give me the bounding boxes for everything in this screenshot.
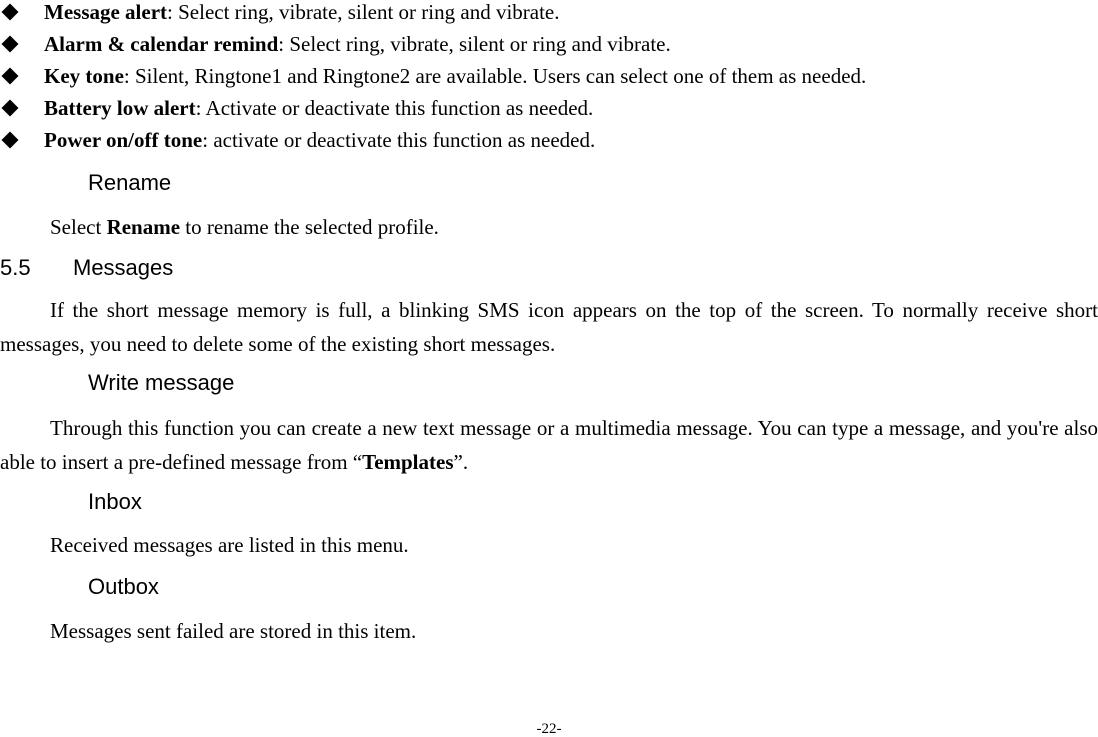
write-message-heading: Write message xyxy=(88,370,235,395)
diamond-bullet-icon xyxy=(2,36,19,53)
bullet-description: : Silent, Ringtone1 and Ringtone2 are available. Users can select one of them as needed. xyxy=(123,64,867,88)
write-message-paragraph: Through this function you can create a new text message or a multimedia message. You can type a message, and you're also able to insert a pre-defined message from “Templates”. xyxy=(0,416,1098,474)
bullet-term: Message alert xyxy=(44,0,168,24)
bullet-description: : Select ring, vibrate, silent or ring and vibrate. xyxy=(278,32,671,56)
diamond-bullet-icon xyxy=(2,132,19,149)
diamond-bullet-icon xyxy=(2,4,19,21)
bullet-term: Key tone xyxy=(44,64,124,88)
diamond-bullet-icon xyxy=(2,68,19,85)
section-heading xyxy=(0,253,173,283)
bullet-description: : activate or deactivate this function as needed. xyxy=(202,128,596,152)
bullet-item-power-tone xyxy=(0,124,1098,156)
rename-heading: Rename xyxy=(88,170,172,195)
rename-term: Rename xyxy=(106,215,181,239)
diamond-bullet-icon xyxy=(2,100,19,117)
bullet-term: Power on/off tone xyxy=(44,128,203,152)
page-number: -22- xyxy=(536,721,562,737)
rename-description: Select Rename to rename the selected profile. xyxy=(50,215,439,239)
inbox-description: Received messages are listed in this menu. xyxy=(50,533,409,557)
bullet-description: : Select ring, vibrate, silent or ring and vibrate. xyxy=(167,0,560,24)
bullet-item-battery-low xyxy=(0,92,1098,124)
section-intro-paragraph: If the short message memory is full, a blinking SMS icon appears on the top of the screen. To normally receive short messages, you need to delete some of the existing short messages. xyxy=(0,298,1098,356)
inbox-heading: Inbox xyxy=(88,489,142,514)
bullet-term: Battery low alert xyxy=(44,96,196,120)
outbox-description: Messages sent failed are stored in this item. xyxy=(50,619,417,643)
outbox-heading: Outbox xyxy=(88,574,159,599)
bullet-item-message-alert xyxy=(0,0,1098,28)
bullet-item-key-tone xyxy=(0,60,1098,92)
section-title: Messages xyxy=(73,255,174,280)
templates-term: Templates xyxy=(362,450,454,474)
bullet-term: Alarm & calendar remind xyxy=(44,32,279,56)
bullet-item-alarm-calendar xyxy=(0,28,1098,60)
section-number: 5.5 xyxy=(0,255,31,280)
bullet-description: : Activate or deactivate this function as needed. xyxy=(195,96,594,120)
